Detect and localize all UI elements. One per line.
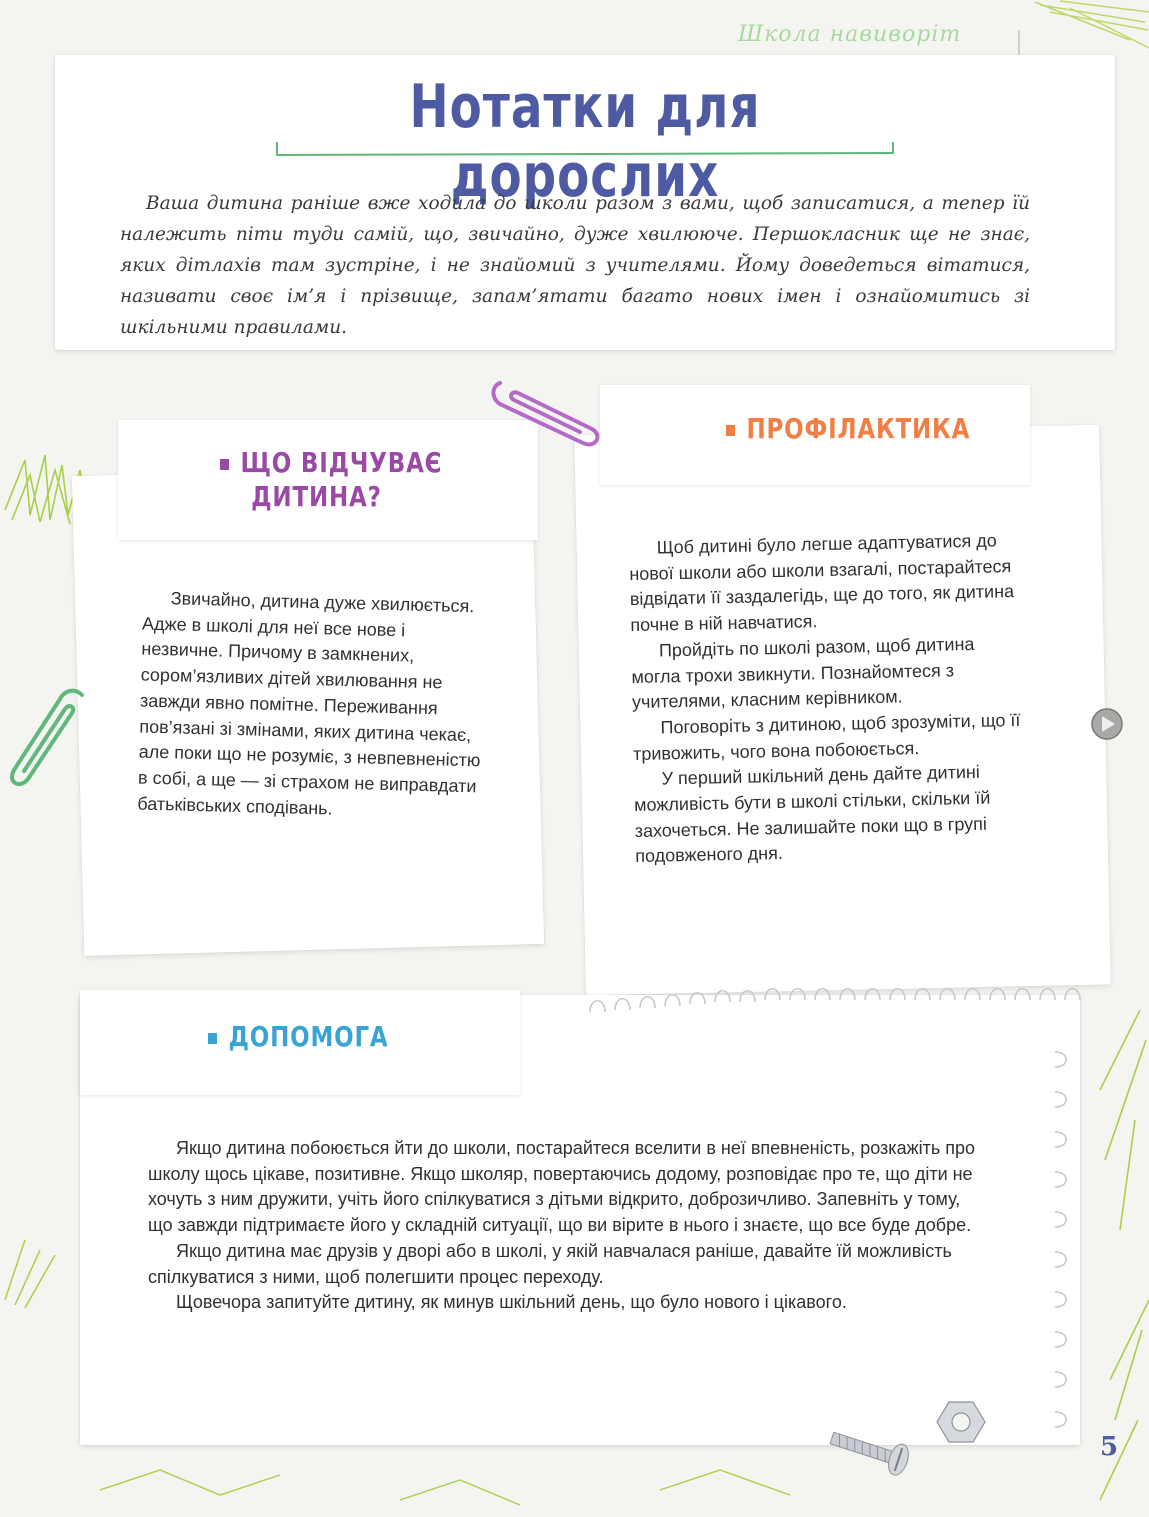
prevention-paragraph-2: Пройдіть по школі разом, щоб дитина могла трохи звикнути. Познайомтеся з учителями, класним керівником.	[631, 633, 975, 713]
help-paragraph-1: Якщо дитина побоюється йти до школи, постарайтеся вселити в неї впевненість, розкажіть про школу щось цікаве, позитивне. Якщо школяр, повертаючись додому, розповідає про те, що діти не хочуть з ним дружити, учіть його спілкуватися з дітьми відкрито, доброзичливо. Запевніть у тому, що завжди підтримаєте його у складній ситуації, що ви вірите в нього і знаєте, що все буде добре.	[148, 1138, 976, 1236]
green-scribble-top-right	[1030, 0, 1149, 60]
running-header: Школа навиворіт	[738, 22, 962, 47]
title-underline	[275, 140, 895, 160]
help-heading-text: ДОПОМОГА	[228, 1020, 389, 1053]
help-bullet	[208, 1033, 217, 1044]
intro-text: Ваша дитина раніше вже ходила до школи разом з вами, щоб записатися, а тепер їй належить піти туди самій, що, звичайно, дуже хвилююче. Першокласник ще не знає, яких дітлахів там зустріне, і не знайомий з учителями. Йому доведеться вітатися, називати своє ім’я і прізвище, запам’ятати багато нових імен і ознайомитись зі шкільними правилами.	[120, 193, 1030, 338]
feelings-heading-line1: ЩО ВІДЧУВАЄ	[240, 446, 443, 479]
prevention-heading-text: ПРОФІЛАКТИКА	[746, 412, 971, 445]
help-paragraph-3: Щовечора запитуйте дитину, як минув шкільний день, що було нового і цікавого.	[176, 1292, 847, 1313]
prevention-paragraph-3: Поговоріть з дитиною, щоб зрозуміти, що її тривожить, чого вона побоюється.	[632, 709, 1021, 764]
screw-icon	[822, 1420, 917, 1480]
page-title: Нотатки для дорослих	[409, 73, 761, 211]
help-heading	[208, 1020, 389, 1053]
green-paperclip-icon	[2, 685, 92, 790]
feelings-heading	[220, 446, 442, 514]
prevention-paragraph-1: Щоб дитині було легше адаптуватися до нової школи або школи взагалі, постарайтеся відвідати її заздалегідь, ще до того, як дитина почне в ній навчатися.	[629, 530, 1015, 636]
prevention-heading	[726, 412, 970, 445]
help-text	[148, 1136, 978, 1316]
page-number: 5	[1100, 1432, 1119, 1462]
feelings-paragraph: Звичайно, дитина дуже хвилюється. Адже в школі для неї все нове і незвичне. Причому в замкнених, сором’язливих дітей хвилювання не завжди явно помітне. Переживання пов’язані зі змінами, яких дитина чекає, але поки що не розуміє, з невпевненістю в собі, а ще — зі страхом не виправдати батьківських сподівань.	[137, 588, 481, 819]
green-scribble-bottom	[100, 1440, 800, 1517]
help-paragraph-2: Якщо дитина має друзів у дворі або в школі, у якій навчалася раніше, давайте їй можливість спілкуватися з ними, щоб полегшити процес переходу.	[148, 1240, 952, 1287]
prevention-paragraph-4: У перший шкільний день дайте дитині можливість бути в школі стільки, скільки їй захочеться. Не залишайте поки що в групі подовженого дня.	[633, 762, 991, 867]
purple-paperclip-icon	[488, 375, 603, 450]
feelings-bullet	[220, 459, 229, 470]
prevention-bullet	[726, 425, 735, 436]
play-button-icon	[1090, 703, 1124, 745]
nut-icon	[935, 1398, 987, 1446]
feelings-heading-line2: ДИТИНА?	[251, 480, 382, 513]
green-scribble-bottom-left	[0, 1230, 60, 1310]
prevention-text	[629, 528, 1024, 870]
feelings-text	[137, 586, 488, 826]
